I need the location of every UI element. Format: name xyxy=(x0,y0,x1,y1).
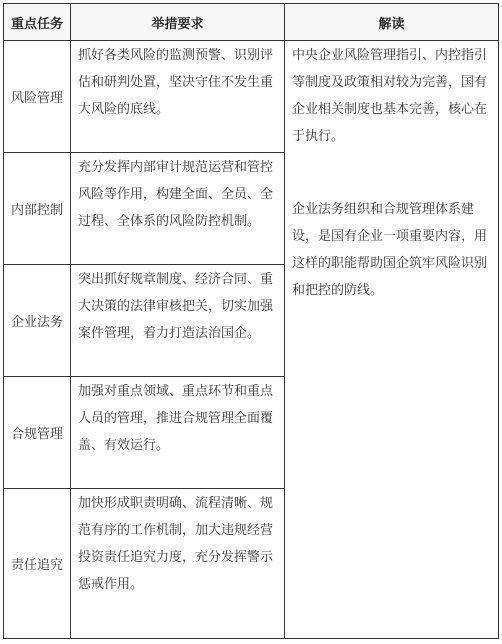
policy-table xyxy=(3,3,499,639)
requirement-cell-accountability: 加快形成职责明确、流程清晰、规范有序的工作机制，加大违规经营投资责任追究力度，充分发挥警示惩戒作用。 xyxy=(71,489,285,639)
interpretation-paragraph-1: 中央企业风险管理指引、内控指引等制度及政策相对较为完善，国有企业相关制度也基本完善，核心在于执行。 xyxy=(292,48,488,144)
table-row xyxy=(4,41,499,153)
task-cell-internal-control: 内部控制 xyxy=(4,153,71,265)
requirement-cell-risk-management: 抓好各类风险的监测预警、识别评估和研判处置，坚决守住不发生重大风险的底线。 xyxy=(71,41,285,153)
interpretation-cell xyxy=(285,41,499,639)
task-cell-risk-management: 风险管理 xyxy=(4,41,71,153)
task-cell-legal-affairs: 企业法务 xyxy=(4,265,71,377)
interpretation-paragraph-2: 企业法务组织和合规管理体系建设，是国有企业一项重要内容，用这样的职能帮助国企筑牢风险识别和把控的防线。 xyxy=(292,202,488,298)
header-row xyxy=(4,4,499,41)
requirement-cell-internal-control: 充分发挥内部审计规范运营和管控风险等作用，构建全面、全员、全过程、全体系的风险防控机制。 xyxy=(71,153,285,265)
task-cell-accountability: 责任追究 xyxy=(4,489,71,639)
header-requirement: 举措要求 xyxy=(71,4,285,41)
header-interpretation: 解读 xyxy=(285,4,499,41)
task-cell-compliance: 合规管理 xyxy=(4,377,71,489)
requirement-cell-compliance: 加强对重点领域、重点环节和重点人员的管理，推进合规管理全面覆盖、有效运行。 xyxy=(71,377,285,489)
requirement-cell-legal-affairs: 突出抓好规章制度、经济合同、重大决策的法律审核把关，切实加强案件管理，着力打造法治国企。 xyxy=(71,265,285,377)
header-task: 重点任务 xyxy=(4,4,71,41)
